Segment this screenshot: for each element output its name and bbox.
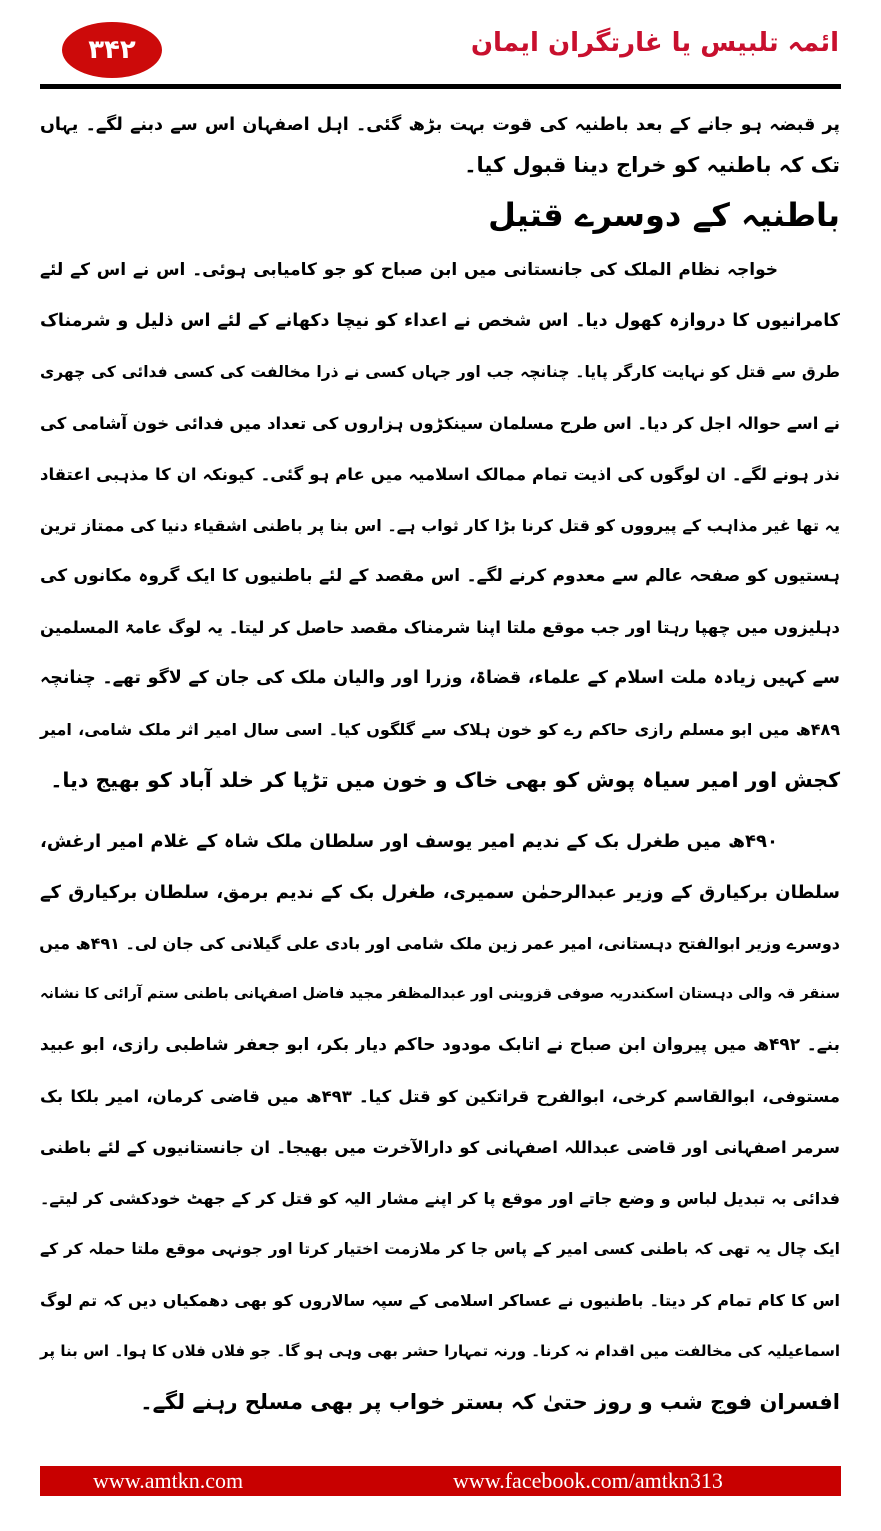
text-line: فدائی بہ تبدیل لباس و وضع جاتے اور موقع پا کر اپنے مشار الیہ کو قتل کر کے جھٹ خودکشی کر لیتے۔ [40,1189,840,1208]
footer-bar [40,1466,841,1496]
text-line: اسماعیلیہ کی مخالفت میں اقدام نہ کرنا۔ ورنہ تمہارا حشر بھی وہی ہو گا۔ جو فلاں فلاں کا ہوا۔ اس بنا پر [40,1342,840,1360]
page-number-badge: ۳۴۲ [62,22,162,78]
text-line: ۴۸۹ھ میں ابو مسلم رازی حاکم رے کو خون ہلاک سے گلگوں کیا۔ اسی سال امیر اثر ملک شامی، امیر [40,720,840,739]
book-title: ائمہ تلبیس یا غارتگران ایمان [470,28,839,58]
website-link[interactable]: www.amtkn.com [93,1468,244,1493]
section-heading: باطنیہ کے دوسرے قتیل [488,196,840,234]
text-line: پر قبضہ ہو جانے کے بعد باطنیہ کی قوت بہت بڑھ گئی۔ اہل اصفہان اس سے دبنے لگے۔ یہاں [40,115,840,135]
text-line: کجش اور امیر سیاہ پوش کو بھی خاک و خون میں تڑپا کر خلد آباد کو بھیج دیا۔ [50,768,840,792]
text-line: نذر ہونے لگے۔ ان لوگوں کی اذیت تمام ممالک اسلامیہ میں عام ہو گئی۔ کیونکہ ان کا مذہبی اعتقاد [40,465,840,484]
text-line: مستوفی، ابوالقاسم کرخی، ابوالفرح قراتکین کو قتل کیا۔ ۴۹۳ھ میں قاضی کرمان، امیر بلکا بک [40,1087,840,1106]
header-divider [40,84,841,89]
text-line: سے کہیں زیادہ ملت اسلام کے علماء، قضاۃ، وزرا اور والیان ملک کی جان کے لاگو تھے۔ چنانچہ [40,668,840,688]
text-line: نے اسے حوالہ اجل کر دیا۔ اس طرح مسلمان سینکڑوں ہزاروں کی تعداد میں فدائی خون آشامی کی [40,414,840,433]
text-line: ۴۹۰ھ میں طغرل بک کے ندیم امیر یوسف اور سلطان ملک شاہ کے غلام امیر ارغش، [40,831,778,852]
text-line: طرق سے قتل کو نہایت کارگر پایا۔ چنانچہ جب اور جہاں کسی نے ذرا مخالفت کی کسی فدائی کی چھری [40,363,840,381]
text-line: افسران فوج شب و روز حتیٰ کہ بستر خواب پر بھی مسلح رہنے لگے۔ [140,1390,840,1414]
paragraph [40,816,840,1428]
text-line: یہ تھا غیر مذاہب کے پیرووں کو قتل کرنا بڑا کار ثواب ہے۔ اس بنا پر باطنی اشقیاء دنیا کی ممتاز ترین [40,516,840,535]
facebook-link[interactable]: www.facebook.com/amtkn313 [453,1468,723,1493]
paragraph [40,245,840,806]
text-line: سلطان برکیارق کے وزیر عبدالرحمٰن سمیری، طغرل بک کے ندیم برمق، سلطان برکیارق کے [40,882,840,903]
text-line: تک کہ باطنیہ کو خراج دینا قبول کیا۔ [464,153,840,177]
page-body [40,105,840,1428]
text-line: بنے۔ ۴۹۲ھ میں پیروان ابن صباح نے اتابک مودود حاکم دیار بکر، ابو جعفر شاطبی رازی، ابو عبید [40,1035,840,1055]
text-line: دہلیزوں میں چھپا رہتا اور جب موقع ملتا اپنا شرمناک مقصد حاصل کر لیتا۔ یہ لوگ عامۃ المسلمین [40,618,840,637]
text-line: سرمر اصفہانی اور قاضی عبداللہ اصفہانی کو دارالآخرت میں بھیجا۔ ان جانستانیوں کے لئے باطنی [40,1138,840,1157]
text-line: کامرانیوں کا دروازہ کھول دیا۔ اس شخص نے اعداء کو نیچا دکھانے کے لئے اس ذلیل و شرمناک [40,311,840,331]
text-line: ہستیوں کو صفحہ عالم سے معدوم کرنے لگے۔ اس مقصد کے لئے باطنیوں کا ایک گروہ مکانوں کی [40,566,840,586]
text-line: خواجہ نظام الملک کی جانستانی میں ابن صباح کو جو کامیابی ہوئی۔ اس نے اس کے لئے [40,260,778,280]
text-line: ایک چال یہ تھی کہ باطنی کسی امیر کے پاس جا کر ملازمت اختیار کرتا اور جونہی موقع ملتا حملہ کر کے [40,1240,840,1258]
text-line: دوسرے وزیر ابوالفتح دہستانی، امیر عمر زین ملک شامی اور بادی علی گیلانی کی جان لی۔ ۴۹۱ھ میں [39,934,840,953]
text-line: سنقر قہ والی دہستان اسکندریہ صوفی قزوینی اور عبدالمظفر مجید فاضل اصفہانی باطنی ستم آرائی کا نشانہ [40,986,840,1002]
text-line: اس کا کام تمام کر دیتا۔ باطنیوں نے عساکر اسلامی کے سپہ سالاروں کو بھی دھمکیاں دیں کہ تم لوگ [40,1291,840,1310]
